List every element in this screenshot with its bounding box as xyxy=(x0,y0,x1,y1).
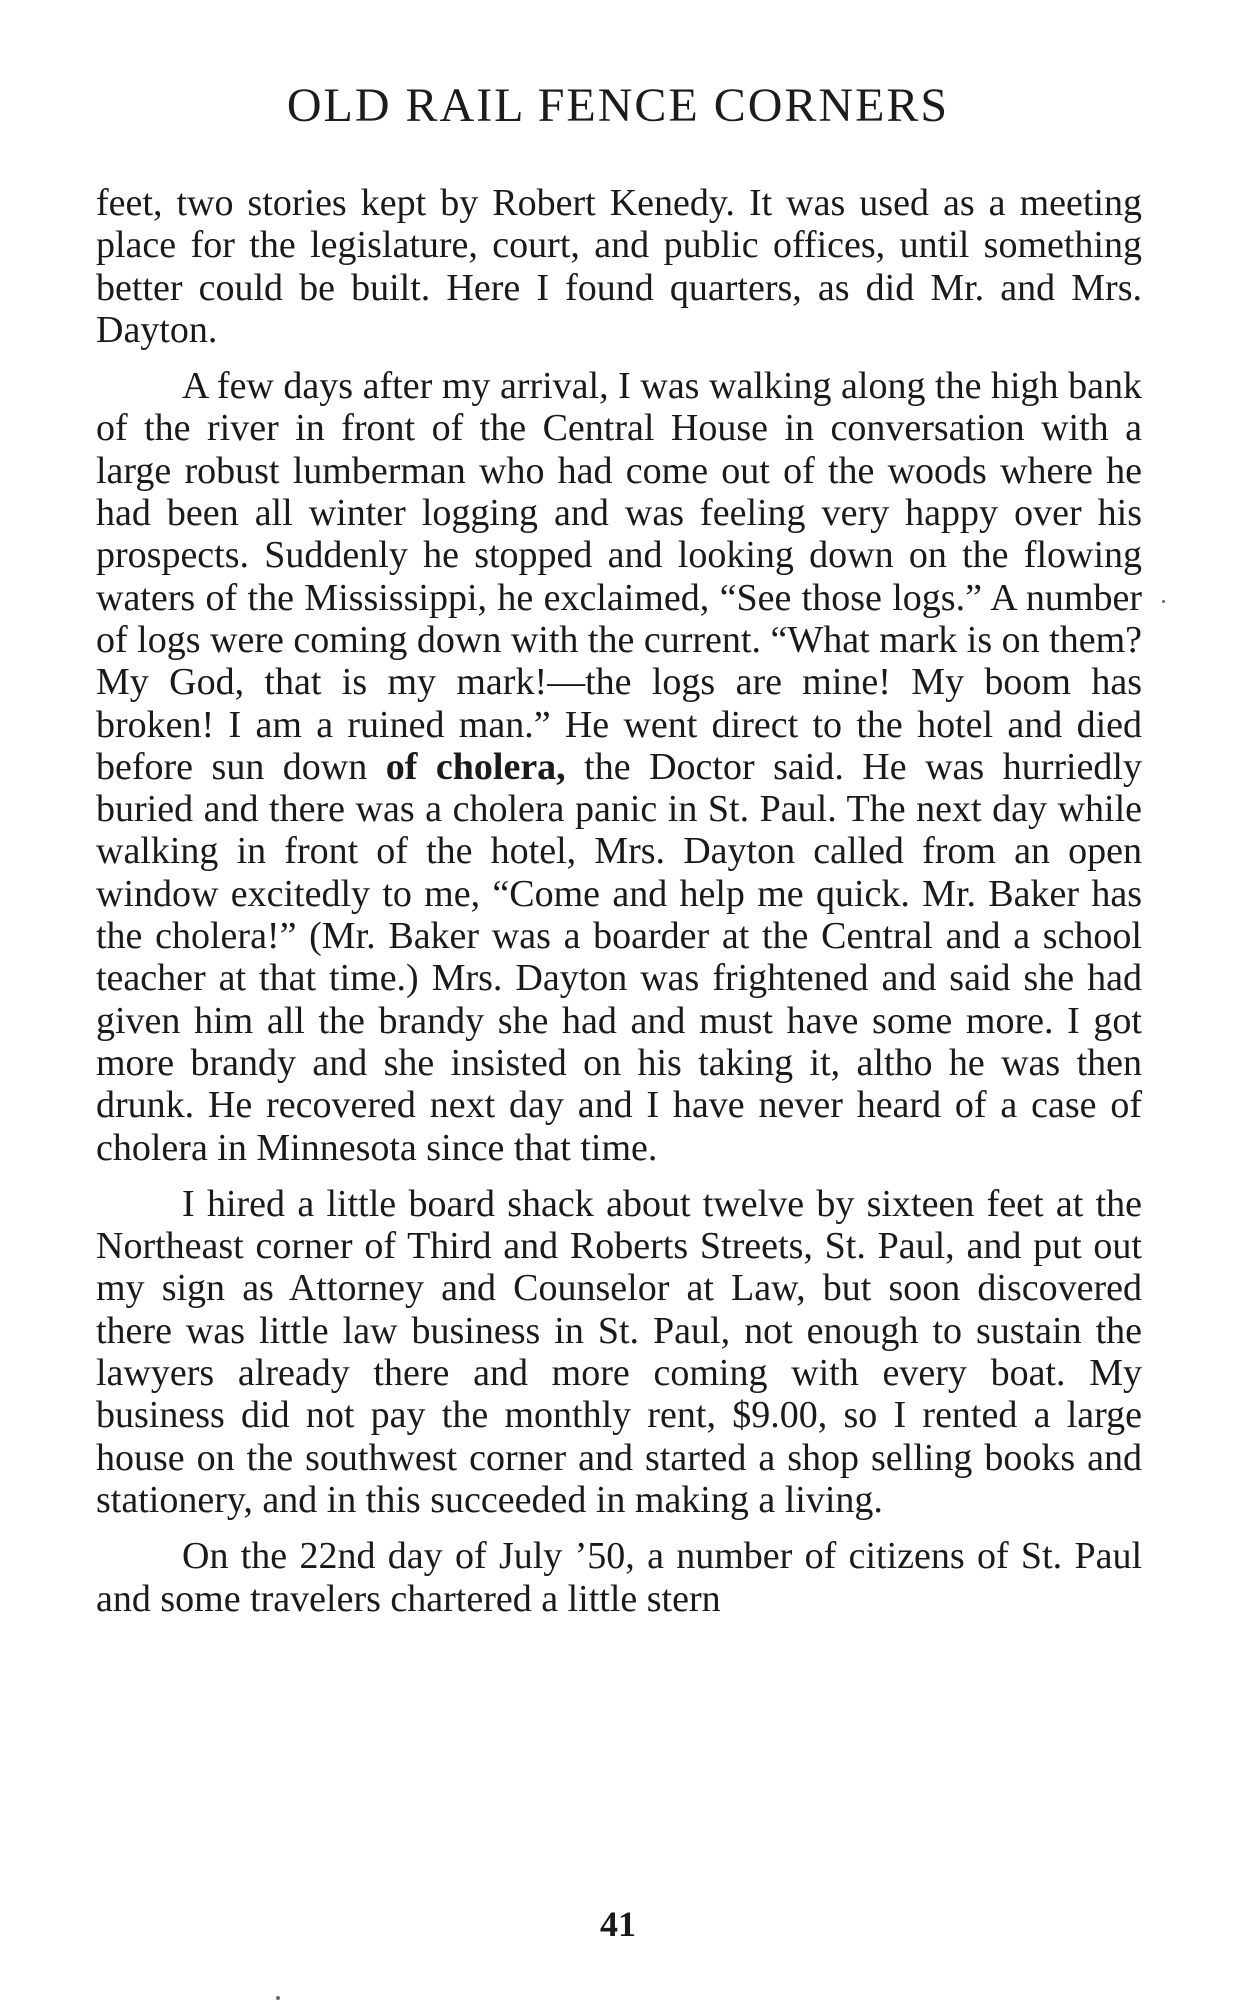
running-head: OLD RAIL FENCE CORNERS xyxy=(286,79,950,132)
page-number: 41 xyxy=(600,1904,636,1944)
paragraph-3: I hired a little board shack about twelve by sixteen feet at the Northeast corner of Third and Roberts Streets, St. Paul, and put out my sign as Attorney and Counselor at Law, but soon discovered there was little law business in St. Paul, not enough to sustain the lawyers already there and more coming with every boat. My business did not pay the monthly rent, $9.00, so I rented a large house on the southwest corner and started a shop selling books and stationery, and in this succeeded in making a living. xyxy=(96,1182,1142,1521)
paragraph-2-text-before: A few days after my arrival, I was walking along the high bank of the river in front of the Central House in conversation with a large robust lumberman who had come out of the woods where he had been all winter logging and was feeling very happy over his prospects. Suddenly he stopped and looking down on the flowing waters of the Mississippi, he exclaimed, “See those logs.” A number of logs were coming down with the current. “What mark is on them? My God, that is my mark!—the logs are mine! My boom has broken! I am a ruined man.” He went direct to the hotel and died before sun down xyxy=(96,365,1142,788)
paragraph-2-emphasis: of cholera, xyxy=(385,745,566,788)
body-text xyxy=(96,182,1142,1634)
scan-speck xyxy=(276,1996,280,2000)
paragraph-2 xyxy=(96,365,1142,1169)
scan-speck xyxy=(1162,600,1165,603)
paragraph-4: On the 22nd day of July ’50, a number of citizens of St. Paul and some travelers chartered a little stern xyxy=(96,1535,1142,1620)
paragraph-2-text-after: the Doctor said. He was hurriedly buried and there was a cholera panic in St. Paul. The next day while walking in front of the hotel, Mrs. Dayton called from an open window excitedly to me, “Come and help me quick. Mr. Baker has the cholera!” (Mr. Baker was a boarder at the Central and a school teacher at that time.) Mrs. Dayton was frightened and said she had given him all the brandy she had and must have some more. I got more brandy and she insisted on his taking it, altho he was then drunk. He recovered next day and I have never heard of a case of cholera in Minnesota since that time. xyxy=(96,745,1142,1169)
paragraph-1: feet, two stories kept by Robert Kenedy. It was used as a meeting place for the legislature, court, and public offices, until something better could be built. Here I found quarters, as did Mr. and Mrs. Dayton. xyxy=(96,182,1142,351)
